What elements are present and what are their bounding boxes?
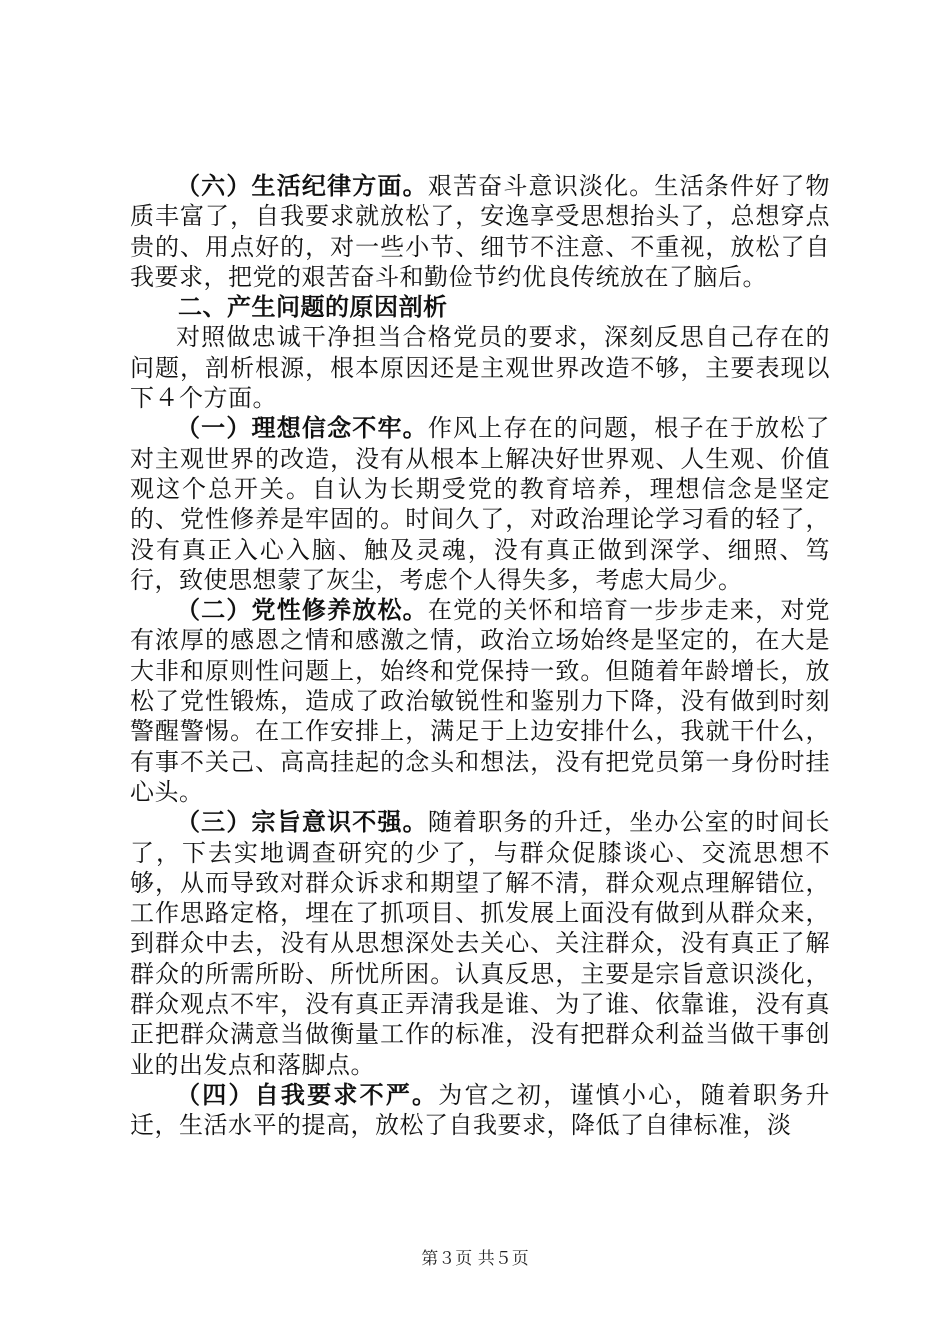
paragraph-text: 作风上存在的问题，根子在于放松了对主观世界的改造，没有从根本上解决好世界观、人生观、价值观这个总开关。自认为长期受党的教育培养，理想信念是坚定的、党性修养是牢固的。时间久了，对政治理论学习看的轻了，没有真正入心入脑、触及灵魂，没有真正做到深学、细照、笃行，致使思想蒙了灰尘，考虑个人得失多，考虑大局少。 (130, 414, 831, 594)
paragraph-heading: （四）自我要求不严。 (176, 1080, 439, 1109)
document-body (130, 171, 830, 1141)
section-title: 二、产生问题的原因剖析 (178, 293, 448, 322)
paragraph-heading: （二）党性修养放松。 (176, 596, 428, 625)
paragraph-text: 为官之初，谨慎小心，随着职务升迁，生活水平的提高，放松了自我要求，降低了自律标准，淡 (130, 1080, 831, 1140)
intro-paragraph: 对照做忠诚干净担当合格党员的要求，深刻反思自己存在的问题，剖析根源，根本原因还是主观世界改造不够，主要表现以下４个方面。 (130, 323, 830, 413)
paragraph-text: 随着职务的升迁，坐办公室的时间长了，下去实地调查研究的少了，与群众促膝谈心、交流思想不够，从而导致对群众诉求和期望了解不清，群众观点理解错位，工作思路定格，埋在了抓项目、抓发展上面没有做到从群众来，到群众中去，没有从思想深处去关心、关注群众，没有真正了解群众的所需所盼、所忧所困。认真反思，主要是宗旨意识淡化，群众观点不牢，没有真正弄清我是谁、为了谁、依靠谁，没有真正把群众满意当做衡量工作的标准，没有把群众利益当做干事创业的出发点和落脚点。 (130, 808, 831, 1079)
page-number-footer: 第３页 共５页 (421, 1249, 529, 1269)
paragraph-text: 艰苦奋斗意识淡化。生活条件好了物质丰富了，自我要求就放松了，安逸享受思想抬头了，总想穿点贵的、用点好的，对一些小节、细节不注意、不重视，放松了自我要求，把党的艰苦奋斗和勤俭节约优良传统放在了脑后。 (130, 172, 831, 291)
paragraph-cause-3 (130, 807, 830, 1080)
paragraph-life-discipline (130, 171, 830, 292)
paragraph-heading: （一）理想信念不牢。 (176, 414, 428, 443)
paragraph-heading: （三）宗旨意识不强。 (176, 808, 428, 837)
paragraph-cause-2 (130, 595, 830, 807)
paragraph-cause-1 (130, 413, 830, 595)
paragraph-text: 在党的关怀和培育一步步走来，对党有浓厚的感恩之情和感激之情，政治立场始终是坚定的，在大是大非和原则性问题上，始终和党保持一致。但随着年龄增长，放松了党性锻炼，造成了政治敏锐性和鉴别力下降，没有做到时刻警醒警惕。在工作安排上，满足于上边安排什么，我就干什么，有事不关己、高高挂起的念头和想法，没有把党员第一身份时挂心头。 (130, 596, 831, 806)
paragraph-heading: （六）生活纪律方面。 (176, 172, 428, 200)
paragraph-cause-4 (130, 1080, 830, 1141)
